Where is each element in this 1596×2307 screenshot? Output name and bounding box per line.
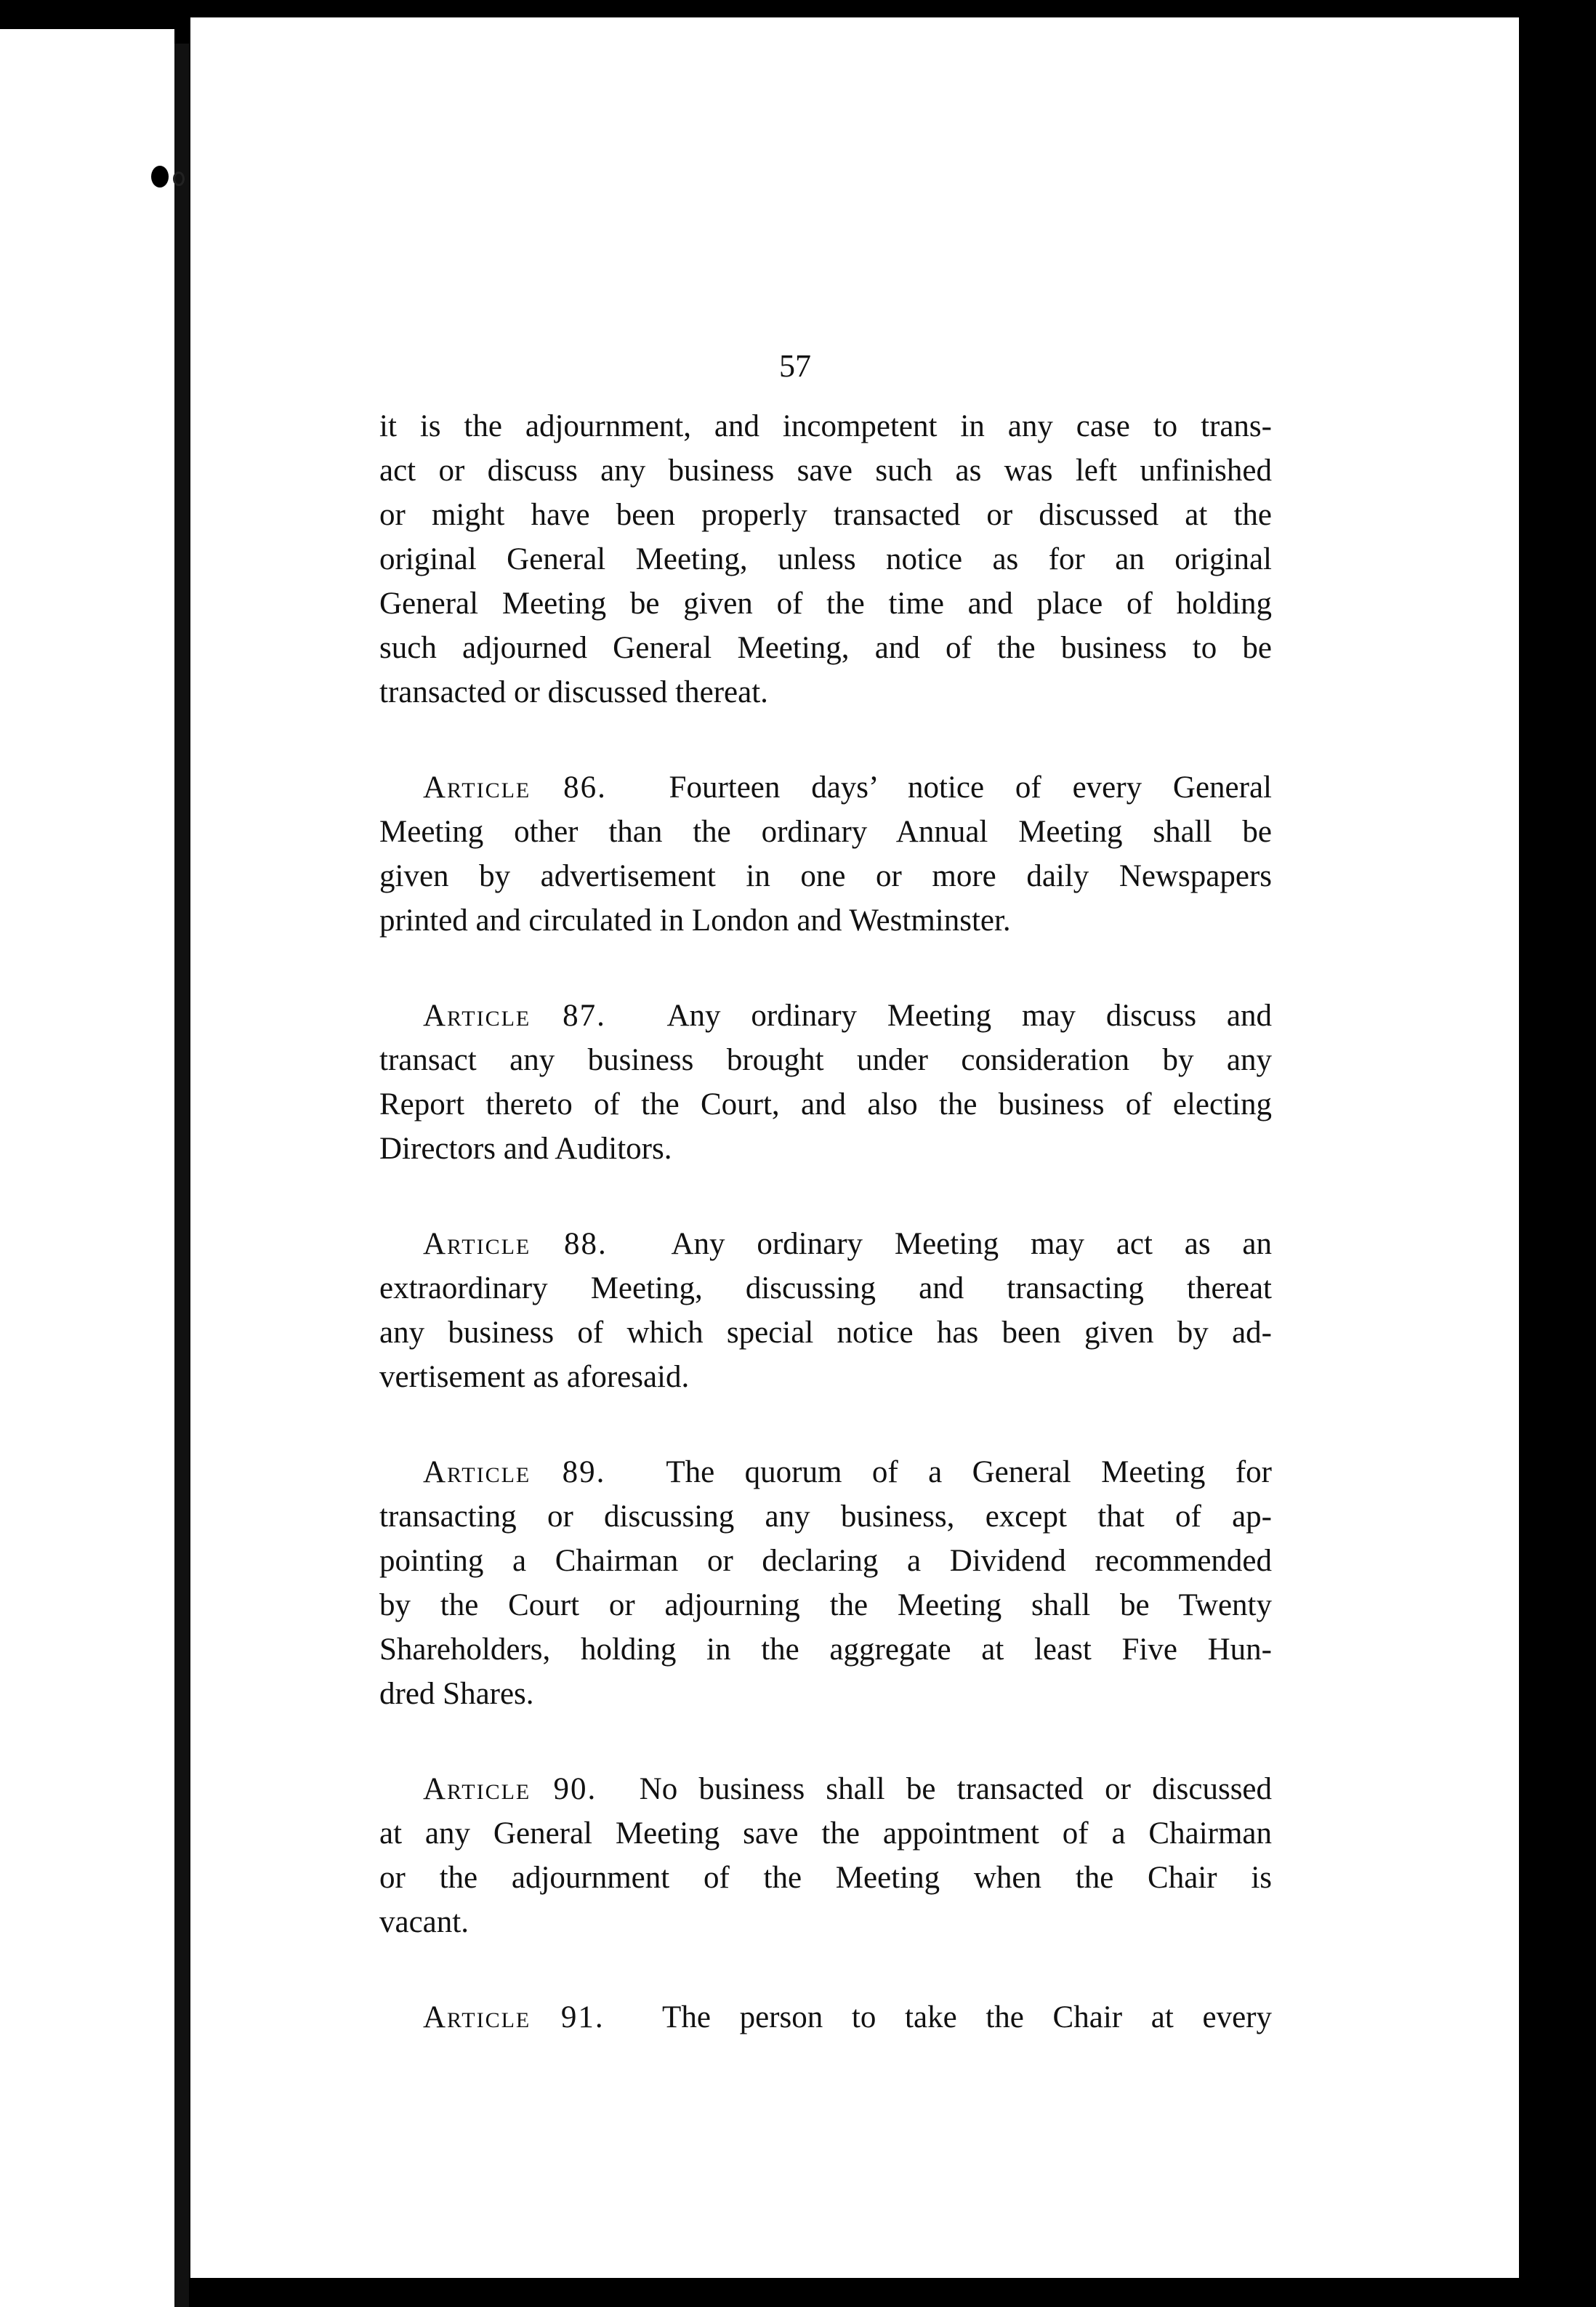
article-heading: Article 87.: [423, 999, 606, 1033]
text-line: or might have been properly transacted or discussed at the: [379, 498, 1272, 532]
text-line: dred Shares.: [379, 1677, 534, 1711]
text-line: General Meeting be given of the time and place of holding: [379, 587, 1272, 621]
article-heading: Article 89.: [423, 1455, 606, 1489]
paragraph-continuation: [379, 404, 1272, 714]
text-line: given by advertisement in one or more daily Newspapers: [379, 859, 1272, 893]
article-heading: Article 91.: [423, 2000, 605, 2034]
text-line: it is the adjournment, and incompetent in any case to trans-: [379, 409, 1272, 443]
text-line: The quorum of a General Meeting for: [666, 1455, 1272, 1489]
text-line: original General Meeting, unless notice as for an original: [379, 542, 1272, 576]
article-87: [379, 994, 1272, 1171]
text-line: transacted or discussed thereat.: [379, 675, 768, 709]
text-line: vertisement as aforesaid.: [379, 1360, 690, 1394]
article-90: [379, 1767, 1272, 1944]
text-line: vacant.: [379, 1905, 469, 1939]
text-line: extraordinary Meeting, discussing and transacting thereat: [379, 1271, 1272, 1305]
article-first-line: [379, 1995, 1272, 2040]
binding-hole-mark-small: [173, 172, 185, 186]
article-first-line: [379, 1767, 1272, 1811]
text-line: such adjourned General Meeting, and of the business to be: [379, 631, 1272, 665]
text-line: by the Court or adjourning the Meeting shall be Twenty: [379, 1588, 1272, 1622]
text-line: or the adjournment of the Meeting when the Chair is: [379, 1861, 1272, 1895]
facing-page-edge: [0, 29, 174, 2307]
text-line: Report thereto of the Court, and also the business of electing: [379, 1087, 1272, 1122]
text-line: at any General Meeting save the appointment of a Chairman: [379, 1816, 1272, 1851]
text-line: Any ordinary Meeting may discuss and: [666, 999, 1272, 1033]
text-line: act or discuss any business save such as was left unfinished: [379, 454, 1272, 488]
book-gutter: [174, 44, 189, 2307]
text-line: any business of which special notice has been given by ad-: [379, 1316, 1272, 1350]
text-line: Fourteen days’ notice of every General: [669, 770, 1272, 805]
page-body: [379, 404, 1272, 2090]
article-first-line: [379, 994, 1272, 1038]
page-number: 57: [779, 348, 811, 384]
text-line: No business shall be transacted or discussed: [639, 1772, 1273, 1806]
article-91: [379, 1995, 1272, 2040]
article-heading: Article 88.: [423, 1227, 608, 1261]
text-line: Directors and Auditors.: [379, 1132, 672, 1166]
article-88: [379, 1222, 1272, 1399]
text-line: Any ordinary Meeting may act as an: [671, 1227, 1272, 1261]
article-89: [379, 1450, 1272, 1716]
scan-border: [1519, 15, 1541, 2307]
article-first-line: [379, 765, 1272, 810]
article-heading: Article 90.: [423, 1772, 597, 1806]
text-line: Shareholders, holding in the aggregate at least Five Hun-: [379, 1632, 1272, 1667]
text-line: The person to take the Chair at every: [662, 2000, 1272, 2034]
text-line: printed and circulated in London and Westminster.: [379, 903, 1011, 938]
text-line: transact any business brought under consideration by any: [379, 1043, 1272, 1077]
text-line: Meeting other than the ordinary Annual Meeting shall be: [379, 815, 1272, 849]
article-first-line: [379, 1450, 1272, 1494]
article-heading: Article 86.: [423, 770, 607, 805]
binding-hole-mark: [151, 166, 169, 188]
text-line: pointing a Chairman or declaring a Dividend recommended: [379, 1544, 1272, 1578]
text-line: transacting or discussing any business, except that of ap-: [379, 1499, 1272, 1534]
article-86: [379, 765, 1272, 943]
article-first-line: [379, 1222, 1272, 1266]
